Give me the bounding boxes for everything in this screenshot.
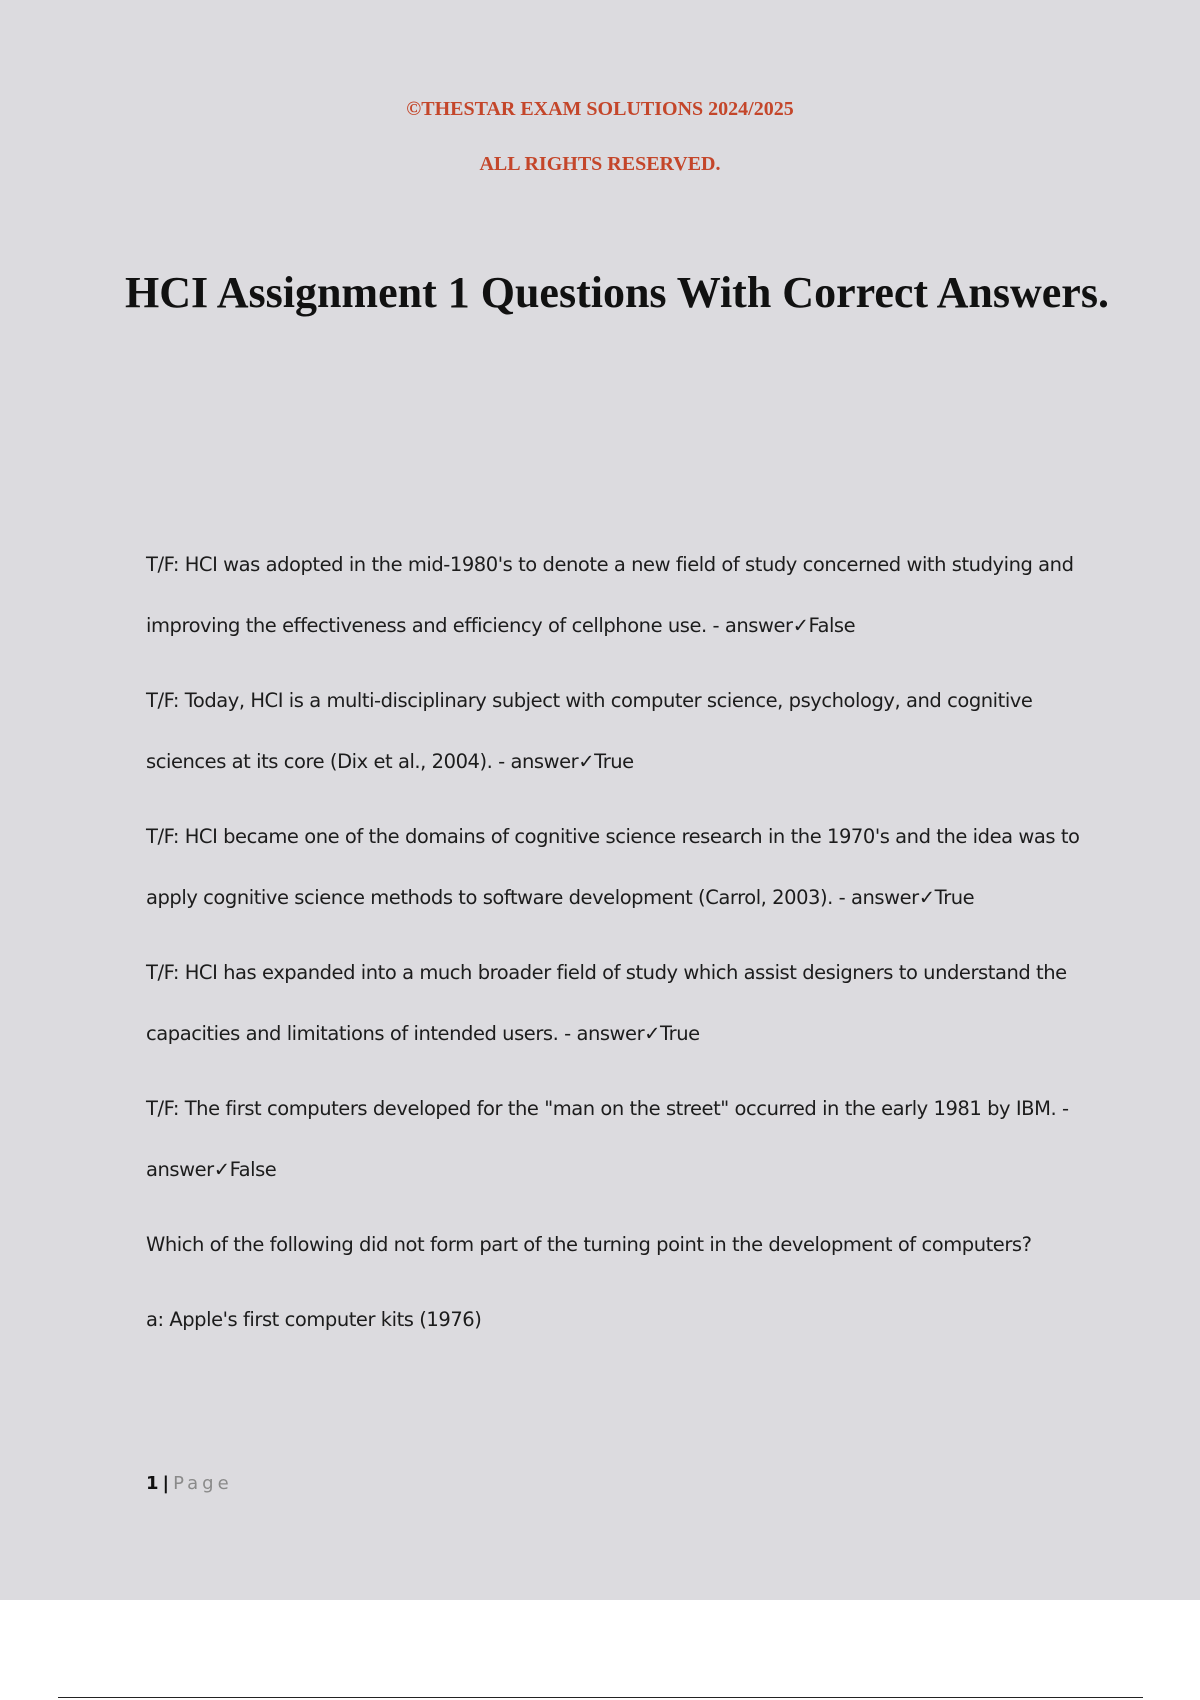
rights-header: ALL RIGHTS RESERVED. (479, 153, 721, 175)
page-separator: | (162, 1473, 170, 1494)
question-item: Which of the following did not form part of the turning point in the development of computers? (146, 1233, 1032, 1256)
question-list (146, 534, 1096, 1358)
question-item: T/F: The first computers developed for the "man on the street" occurred in the early 1981 by IBM. - answer✓False (146, 1097, 1069, 1181)
page-label: Page (173, 1473, 233, 1494)
page-footer (146, 1473, 233, 1494)
answer-option: a: Apple's first computer kits (1976) (146, 1308, 482, 1331)
page-number: 1 (146, 1473, 159, 1494)
question-item: T/F: HCI was adopted in the mid-1980's to denote a new field of study concerned with studying and improving the effectiveness and efficiency of cellphone use. - answer✓False (146, 553, 1074, 637)
bottom-divider (58, 1697, 1143, 1698)
question-item: T/F: HCI has expanded into a much broader field of study which assist designers to understand the capacities and limitations of intended users. - answer✓True (146, 961, 1067, 1045)
copyright-header: ©THESTAR EXAM SOLUTIONS 2024/2025 (406, 98, 794, 120)
question-item: T/F: Today, HCI is a multi-disciplinary subject with computer science, psychology, and cognitive sciences at its core (Dix et al., 2004). - answer✓True (146, 689, 1033, 773)
document-title: HCI Assignment 1 Questions With Correct Answers. (125, 268, 1109, 317)
question-item: T/F: HCI became one of the domains of cognitive science research in the 1970's and the idea was to apply cognitive science methods to software development (Carrol, 2003). - answer✓True (146, 825, 1080, 909)
